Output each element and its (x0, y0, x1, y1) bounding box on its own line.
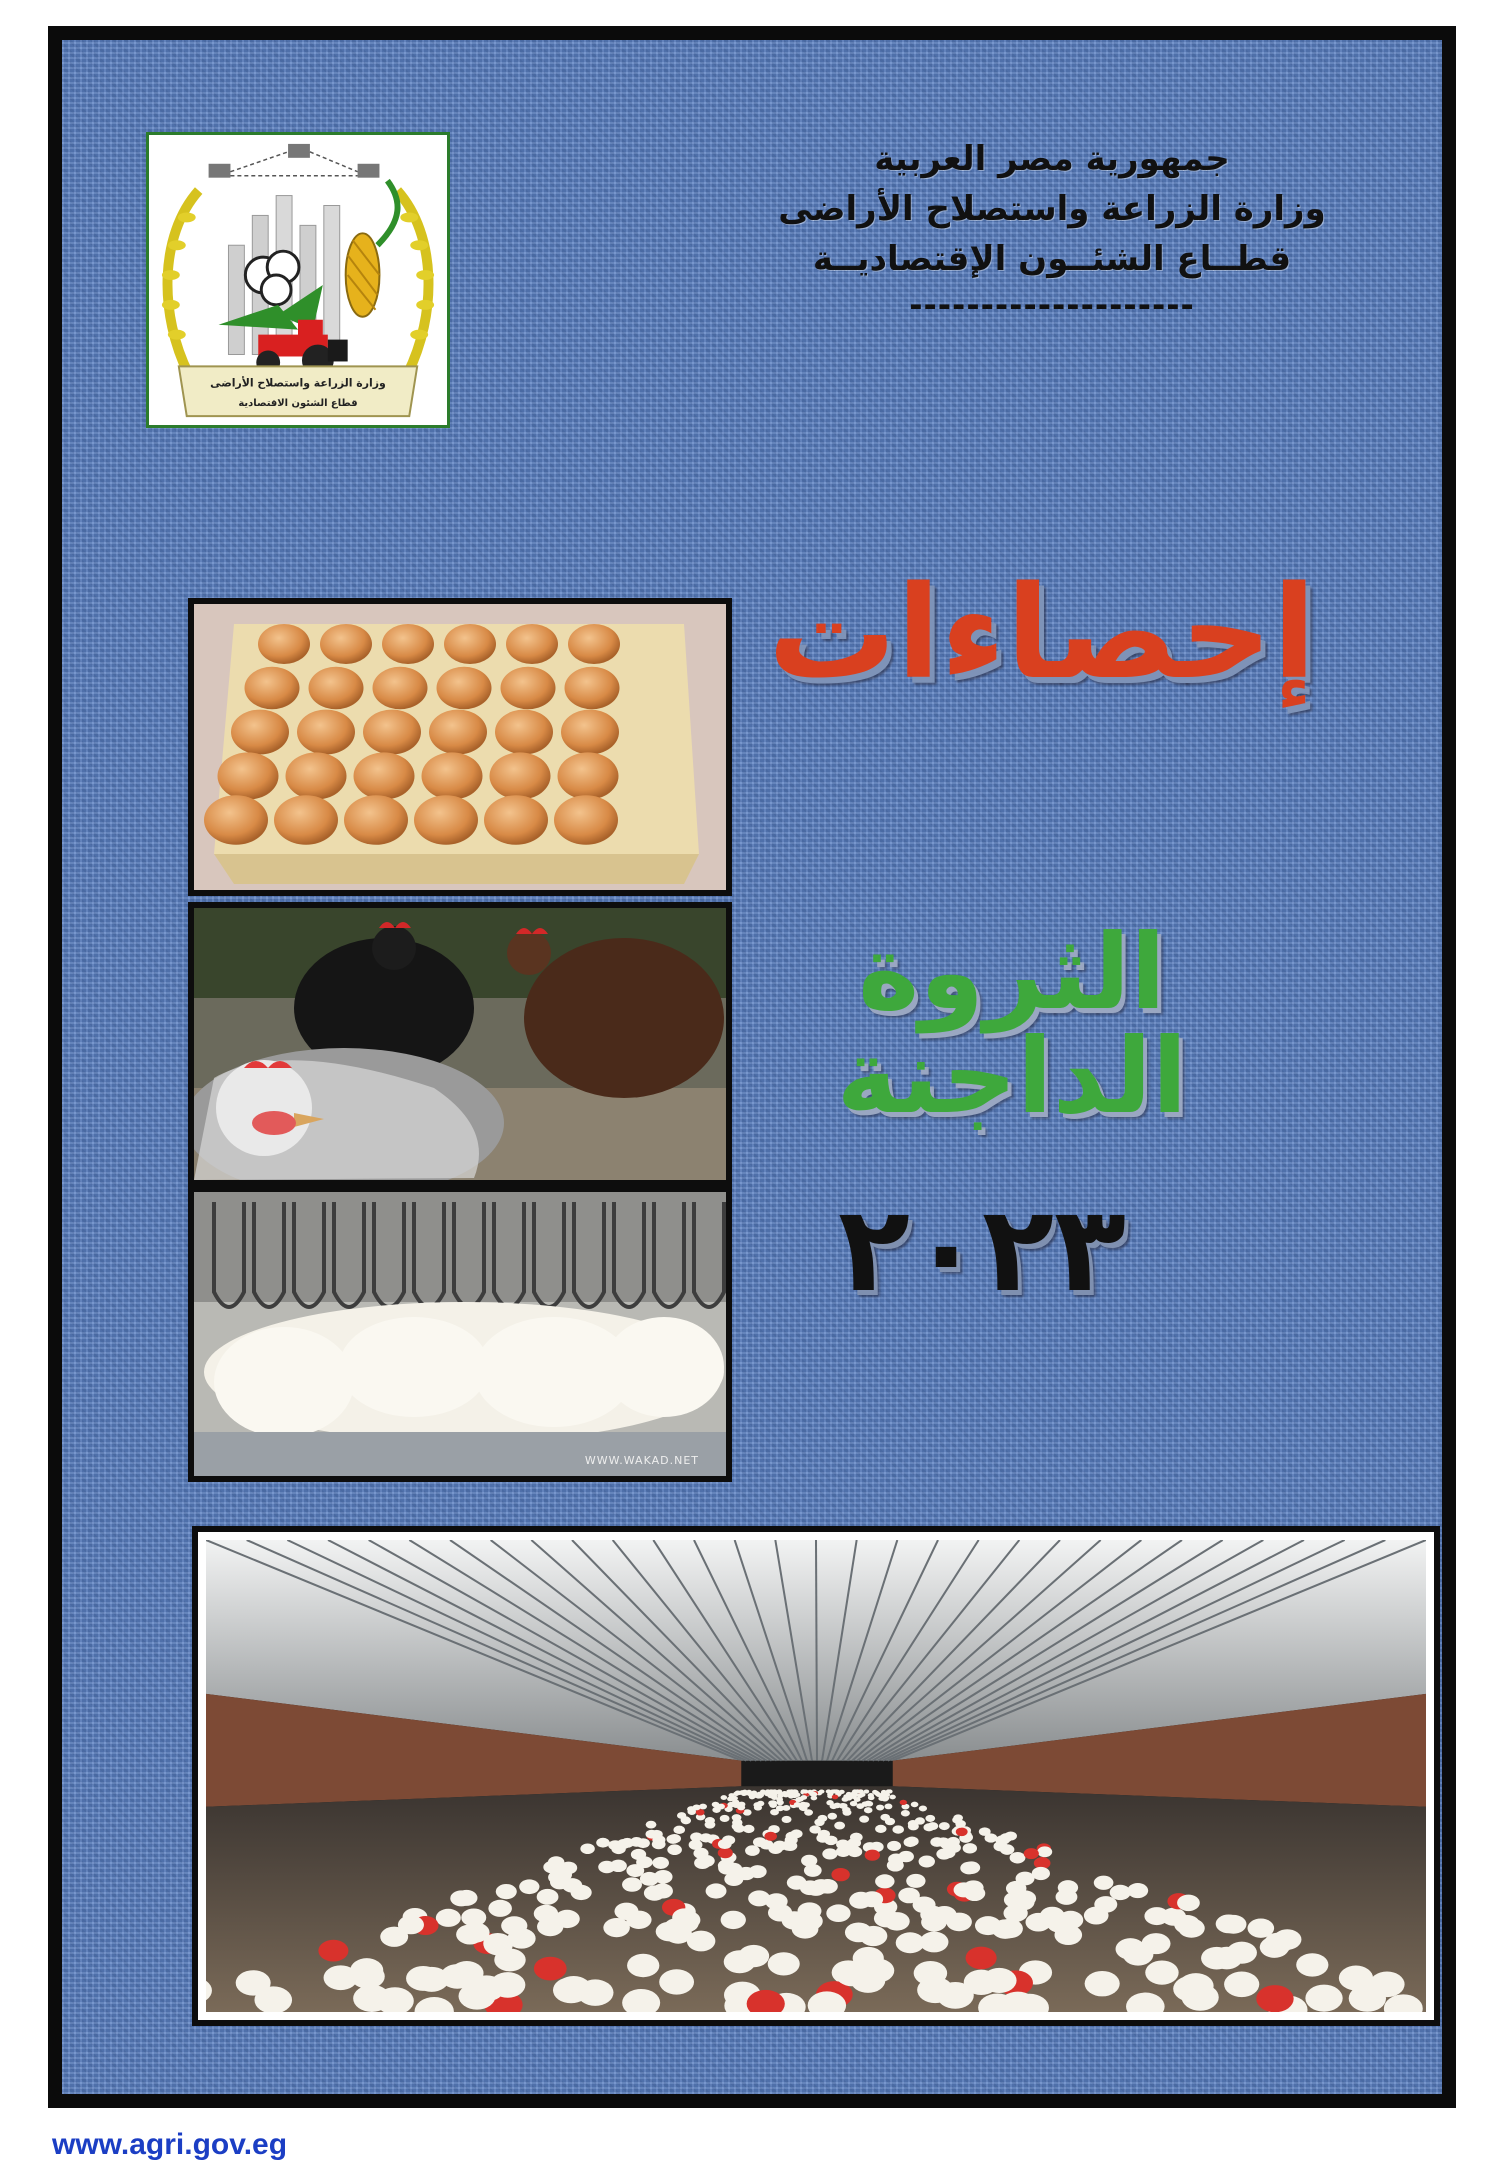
chicken (646, 1830, 658, 1839)
chicken (556, 1976, 592, 2002)
chicken (1305, 1985, 1342, 2012)
chicken (461, 1908, 486, 1926)
chicken (720, 1815, 730, 1822)
chicken (963, 1843, 977, 1853)
chicken (1094, 1896, 1117, 1913)
ministry-name: وزارة الزراعة واستصلاح الأراضى (778, 189, 1326, 229)
chicken (851, 1792, 857, 1796)
chicken (898, 1851, 914, 1862)
egg (231, 710, 289, 755)
chicken (908, 1822, 919, 1830)
chicken (737, 1804, 745, 1810)
chicken (626, 1864, 644, 1877)
chicken (828, 1813, 837, 1820)
header-block (742, 134, 1362, 324)
egg (495, 710, 553, 755)
egg (274, 795, 338, 845)
egg (309, 667, 364, 709)
chicken (889, 1795, 896, 1800)
chicken (659, 1969, 694, 1994)
chicken (610, 1860, 627, 1872)
chicken (782, 1816, 792, 1823)
chicken (436, 1909, 461, 1927)
chicken (887, 1841, 901, 1851)
broilers-photo (188, 1186, 732, 1482)
chicken (955, 1820, 966, 1828)
chicken (652, 1857, 669, 1869)
chicken (705, 1817, 715, 1824)
chicken (801, 1789, 807, 1793)
chicken (843, 1794, 849, 1799)
chicken (236, 1970, 271, 1995)
chicken (830, 1803, 838, 1809)
chicken (1123, 1943, 1154, 1965)
chicken (807, 1790, 813, 1794)
egg (382, 624, 434, 664)
chicken (1144, 1907, 1169, 1925)
chicken (833, 1789, 839, 1793)
chicken (876, 1793, 882, 1797)
egg (320, 624, 372, 664)
eggs-photo (188, 598, 732, 896)
chicken (732, 1819, 742, 1827)
chicken (745, 1845, 760, 1856)
chicken (954, 1882, 975, 1897)
chicken (1094, 1876, 1114, 1890)
chicken (892, 1825, 904, 1833)
chicken (484, 1934, 513, 1955)
chicken (920, 1932, 949, 1953)
chicken (851, 1968, 886, 1993)
chicken (898, 1888, 920, 1904)
chicken (725, 1863, 743, 1876)
chicken (759, 1840, 773, 1850)
chicken (717, 1804, 725, 1810)
chicken (630, 1837, 643, 1847)
logo-ministry-text: وزارة الزراعة واستصلاح الأراضى (210, 376, 386, 390)
chicken (996, 1919, 1023, 1938)
egg (286, 752, 347, 799)
chicken (456, 1924, 484, 1944)
chicken (733, 1792, 739, 1796)
chicken (672, 1908, 697, 1926)
chicken (769, 1802, 777, 1808)
chicken (571, 1885, 592, 1900)
chicken (787, 1876, 807, 1890)
chicken (732, 1800, 739, 1805)
chicken (622, 1877, 642, 1891)
chicken (832, 1795, 839, 1800)
chicken (681, 1817, 691, 1824)
egg (245, 667, 300, 709)
chicken (782, 1805, 790, 1811)
chicken (749, 1795, 756, 1800)
chicken (690, 1832, 703, 1841)
chicken (822, 1848, 837, 1859)
chicken (1003, 1904, 1027, 1922)
chicken (963, 1861, 980, 1874)
chicken (780, 1792, 786, 1796)
chicken (537, 1917, 563, 1936)
chicken (537, 1889, 559, 1905)
chicken (603, 1918, 630, 1937)
egg (444, 624, 496, 664)
roof-line (816, 1540, 817, 1761)
ministry-emblem-icon (149, 135, 447, 425)
chicken (1256, 1985, 1293, 2012)
chicken (919, 1856, 935, 1868)
header-divider: -------------------- (909, 286, 1195, 324)
chicken (727, 1796, 734, 1801)
sector-name: قطــاع الشئــون الإقتصاديــة (812, 239, 1292, 279)
chicken (939, 1822, 950, 1830)
hens-photo (188, 902, 732, 1186)
chicken (790, 1829, 802, 1838)
chicken (859, 1816, 869, 1823)
chicken (1024, 1848, 1039, 1859)
chicken (875, 1874, 894, 1888)
wakad-watermark: WWW.WAKAD.NET (584, 1454, 699, 1467)
chicken (1037, 1846, 1052, 1857)
chicken (318, 1940, 348, 1962)
chicken (850, 1833, 863, 1842)
chicken (919, 1805, 927, 1811)
chicken (469, 1975, 505, 2001)
chicken (1047, 1914, 1073, 1933)
egg (501, 667, 556, 709)
chicken (804, 1864, 822, 1877)
chicken (760, 1789, 766, 1793)
chicken (946, 1913, 972, 1932)
egg (218, 752, 279, 799)
egg (363, 710, 421, 755)
chicken (652, 1839, 666, 1849)
chicken (631, 1849, 646, 1860)
chicken (721, 1911, 746, 1929)
chicken (900, 1800, 907, 1805)
chicken (776, 1800, 783, 1805)
chicken (693, 1804, 701, 1810)
chicken (1177, 1895, 1200, 1911)
egg (422, 752, 483, 799)
website-link[interactable]: www.agri.gov.eg (52, 2128, 288, 2161)
chicken (1004, 1831, 1016, 1840)
chicken (351, 1964, 385, 1989)
chicken (754, 1805, 762, 1811)
chicken (724, 1950, 756, 1973)
chicken (644, 1885, 665, 1900)
egg (484, 795, 548, 845)
chicken (853, 1947, 884, 1970)
chicken (865, 1850, 880, 1861)
chicken (1032, 1867, 1050, 1880)
chicken (770, 1809, 779, 1815)
country-name: جمهورية مصر العربية (874, 139, 1230, 179)
chicken (792, 1790, 798, 1794)
chicken (667, 1844, 682, 1855)
chicken (353, 1985, 390, 2012)
chicken (398, 1915, 424, 1934)
egg (373, 667, 428, 709)
chicken (925, 1815, 935, 1822)
chicken (845, 1923, 872, 1943)
chicken (1220, 1915, 1246, 1934)
chicken (911, 1802, 919, 1808)
chicken (414, 1967, 448, 1992)
chicken (792, 1919, 819, 1938)
egg (297, 710, 355, 755)
egg (437, 667, 492, 709)
chicken (627, 1954, 659, 1977)
ministry-logo (146, 132, 450, 428)
egg (554, 795, 618, 845)
chicken (887, 1859, 904, 1871)
chicken (1369, 1972, 1404, 1998)
chicken (1110, 1885, 1131, 1900)
chicken (1006, 1881, 1026, 1896)
chicken (1339, 1966, 1373, 1991)
title-year: ٢٠٢٣ (837, 1180, 1127, 1318)
egg (568, 624, 620, 664)
chicken (854, 1797, 861, 1802)
chicken (1296, 1953, 1328, 1976)
chicken (864, 1807, 873, 1813)
chicken (718, 1839, 732, 1849)
egg (506, 624, 558, 664)
chicken (814, 1819, 824, 1827)
chicken (875, 1825, 886, 1833)
chicken (646, 1821, 657, 1829)
chicken (496, 1884, 517, 1899)
title-statistics: إحصاءات (767, 559, 1317, 708)
chicken (884, 1912, 910, 1931)
egg (429, 710, 487, 755)
chicken (488, 1900, 512, 1917)
chicken (756, 1794, 762, 1799)
chicken (1178, 1973, 1213, 1999)
egg (204, 795, 268, 845)
chicken (519, 1879, 539, 1894)
chicken (956, 1827, 968, 1836)
chicken (773, 1790, 779, 1794)
chicken (596, 1838, 610, 1848)
chicken (744, 1791, 750, 1795)
chicken (580, 1844, 594, 1854)
chicken (693, 1848, 708, 1859)
chicken (799, 1805, 807, 1811)
chicken (748, 1890, 770, 1906)
chicken (721, 1795, 728, 1800)
chicken (1174, 1915, 1200, 1934)
chicken (834, 1822, 845, 1830)
chicken (930, 1837, 943, 1847)
chicken (884, 1804, 892, 1810)
chicken (768, 1952, 800, 1975)
chicken (906, 1874, 925, 1888)
egg (344, 795, 408, 845)
chicken (904, 1837, 917, 1847)
chicken (923, 1823, 934, 1831)
chicken (548, 1856, 564, 1868)
logo-sector-text: قطاع الشئون الاقتصادية (238, 398, 358, 410)
chicken (826, 1904, 850, 1922)
chicken (901, 1810, 910, 1817)
chicken (1145, 1960, 1178, 1984)
chicken (667, 1834, 680, 1843)
poultry-farm-photo (198, 1532, 1434, 2020)
chicken (1010, 1852, 1026, 1863)
chicken (501, 1916, 527, 1935)
chicken (1000, 1844, 1015, 1855)
chicken (818, 1830, 830, 1839)
chicken (856, 1803, 864, 1809)
cover-panel (48, 26, 1456, 2108)
egg (490, 752, 551, 799)
chicken (694, 1857, 711, 1869)
chicken (801, 1795, 808, 1800)
egg (414, 795, 478, 845)
chicken (868, 1793, 874, 1798)
chicken (550, 1875, 570, 1889)
egg (565, 667, 620, 709)
egg (558, 752, 619, 799)
chicken (966, 1947, 997, 1970)
chicken (979, 1827, 991, 1836)
chicken (804, 1809, 813, 1815)
chicken (811, 1879, 831, 1894)
chicken (982, 1968, 1017, 1993)
chicken (1056, 1889, 1078, 1905)
chicken (917, 1977, 953, 2003)
chicken (764, 1832, 777, 1841)
chicken (885, 1818, 895, 1825)
egg (561, 710, 619, 755)
chicken (534, 1957, 567, 1981)
egg (258, 624, 310, 664)
chicken (1085, 1971, 1120, 1996)
chicken (673, 1826, 685, 1834)
chicken (940, 1847, 955, 1858)
chicken (706, 1883, 727, 1898)
egg (354, 752, 415, 799)
chicken (626, 1911, 651, 1929)
chicken (743, 1825, 754, 1833)
chicken (831, 1868, 849, 1881)
chicken (861, 1891, 883, 1907)
chicken (884, 1793, 890, 1797)
chicken (456, 1890, 478, 1906)
chicken (1211, 1947, 1242, 1970)
chicken (876, 1805, 884, 1811)
title-poultry-wealth: الثروة الداجنة (836, 911, 1188, 1137)
chicken (1273, 1929, 1301, 1950)
chicken (1224, 1972, 1259, 1998)
chicken (859, 1792, 865, 1796)
